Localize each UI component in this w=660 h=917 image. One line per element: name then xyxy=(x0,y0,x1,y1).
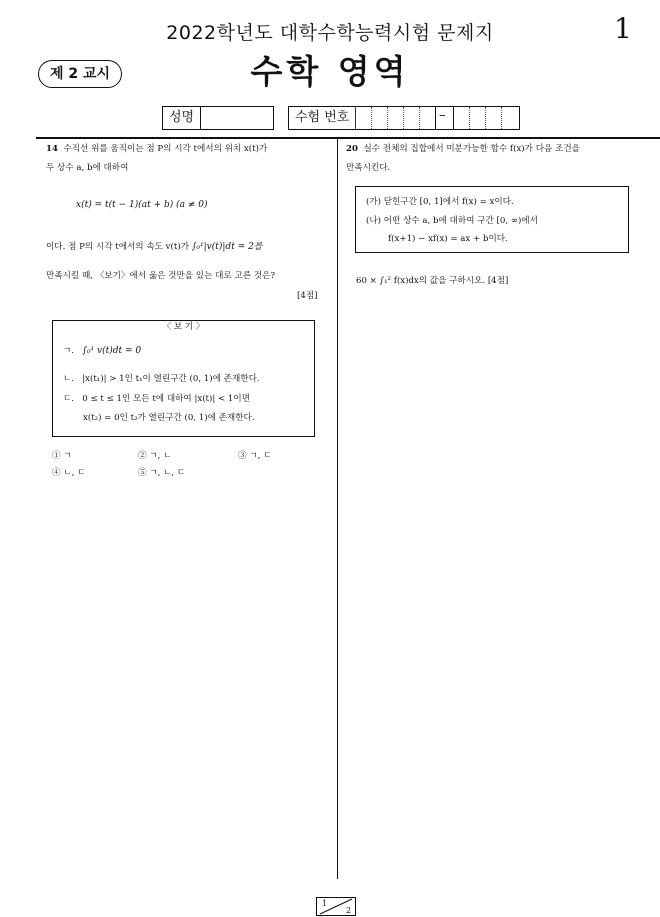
bogi-mark: ㄴ. xyxy=(63,374,75,384)
header-rule xyxy=(36,137,660,139)
q20-ask: 60 × ∫₁² f(x)dx의 값을 구하시오. [4점] xyxy=(356,276,509,286)
q14-line2: 두 상수 a, b에 대하여 xyxy=(46,163,129,173)
q14-condition xyxy=(46,241,336,254)
bogi-item xyxy=(63,345,141,358)
conditions-box xyxy=(355,186,629,253)
bogi-item xyxy=(63,393,250,406)
subject-title: 수학 영역 xyxy=(250,52,410,91)
question-number: 14 xyxy=(46,144,58,154)
bogi-mark: ㄱ. xyxy=(63,346,75,356)
q14-points: [4점] xyxy=(297,291,318,301)
digit-cell xyxy=(419,107,420,129)
choice-3[interactable]: ③ ㄱ, ㄷ xyxy=(238,451,272,461)
bogi-title: 〈 보 기 〉 xyxy=(157,322,211,332)
bogi-text: 0 ≤ t ≤ 1인 모든 t에 대하여 |x(t)| < 1이면 xyxy=(82,394,250,404)
digit-cell xyxy=(403,107,404,129)
session-badge: 제 2 교시 xyxy=(38,60,122,88)
q14-line1: 수직선 위를 움직이는 점 P의 시각 t에서의 위치 x(t)가 xyxy=(63,144,268,154)
digit-cell xyxy=(371,107,372,129)
dash-separator: – xyxy=(439,108,446,123)
q14-line3: 이다. 점 P의 시각 t에서의 속도 v(t)가 xyxy=(46,242,189,252)
digit-cell xyxy=(485,107,486,129)
choice-5[interactable]: ⑤ ㄱ, ㄴ, ㄷ xyxy=(138,468,186,478)
bogi-item xyxy=(63,373,260,386)
choice-4[interactable]: ④ ㄴ, ㄷ xyxy=(52,468,86,478)
exam-number-field[interactable] xyxy=(288,106,520,130)
choice-1[interactable]: ① ㄱ xyxy=(52,451,72,461)
condition-na: (나) 어떤 상수 a, b에 대하여 구간 [0, ∞)에서 xyxy=(366,216,538,226)
question-number: 20 xyxy=(346,144,358,154)
choice-2[interactable]: ② ㄱ, ㄴ xyxy=(138,451,172,461)
q14-formula: x(t) = t(t − 1)(at + b) (a ≠ 0) xyxy=(76,200,208,210)
condition-ga: (가) 닫힌구간 [0, 1]에서 f(x) = x이다. xyxy=(366,197,514,207)
column-divider xyxy=(337,139,338,879)
q14-integral: ∫₀¹|v(t)|dt = 2를 xyxy=(191,242,263,252)
bogi-text: ∫₀¹ v(t)dt = 0 xyxy=(82,346,142,356)
q14-line4: 만족시킬 때, 〈보기〉에서 옳은 것만을 있는 대로 고른 것은? xyxy=(46,271,276,281)
digit-cell xyxy=(387,107,388,129)
bogi-text: x(t₂) = 0인 t₂가 열린구간 (0, 1)에 존재한다. xyxy=(83,413,255,423)
name-field[interactable] xyxy=(162,106,274,130)
bogi-box xyxy=(52,320,315,437)
question-20 xyxy=(346,143,646,175)
bogi-text: |x(t₁)| > 1인 t₁이 열린구간 (0, 1)에 존재한다. xyxy=(82,374,260,384)
name-label: 성명 xyxy=(163,107,201,129)
digit-cell xyxy=(355,107,356,129)
page-indicator xyxy=(316,897,356,916)
page-total: 2 xyxy=(346,906,352,915)
page-current: 1 xyxy=(322,899,328,908)
page-number: 1 xyxy=(614,12,632,45)
condition-na-formula: f(x+1) − xf(x) = ax + b이다. xyxy=(388,234,508,244)
digit-cell xyxy=(453,107,454,129)
digit-cell xyxy=(435,107,436,129)
digit-cell xyxy=(501,107,502,129)
bogi-mark: ㄷ. xyxy=(63,394,75,404)
question-14 xyxy=(46,143,331,175)
exam-title: 2022학년도 대학수학능력시험 문제지 xyxy=(166,22,494,44)
bogi-item xyxy=(83,412,255,425)
digit-cell xyxy=(469,107,470,129)
q20-line1: 실수 전체의 집합에서 미분가능한 함수 f(x)가 다음 조건을 xyxy=(363,144,580,154)
q20-line2: 만족시킨다. xyxy=(346,163,391,173)
exam-number-label: 수험 번호 xyxy=(289,107,356,129)
